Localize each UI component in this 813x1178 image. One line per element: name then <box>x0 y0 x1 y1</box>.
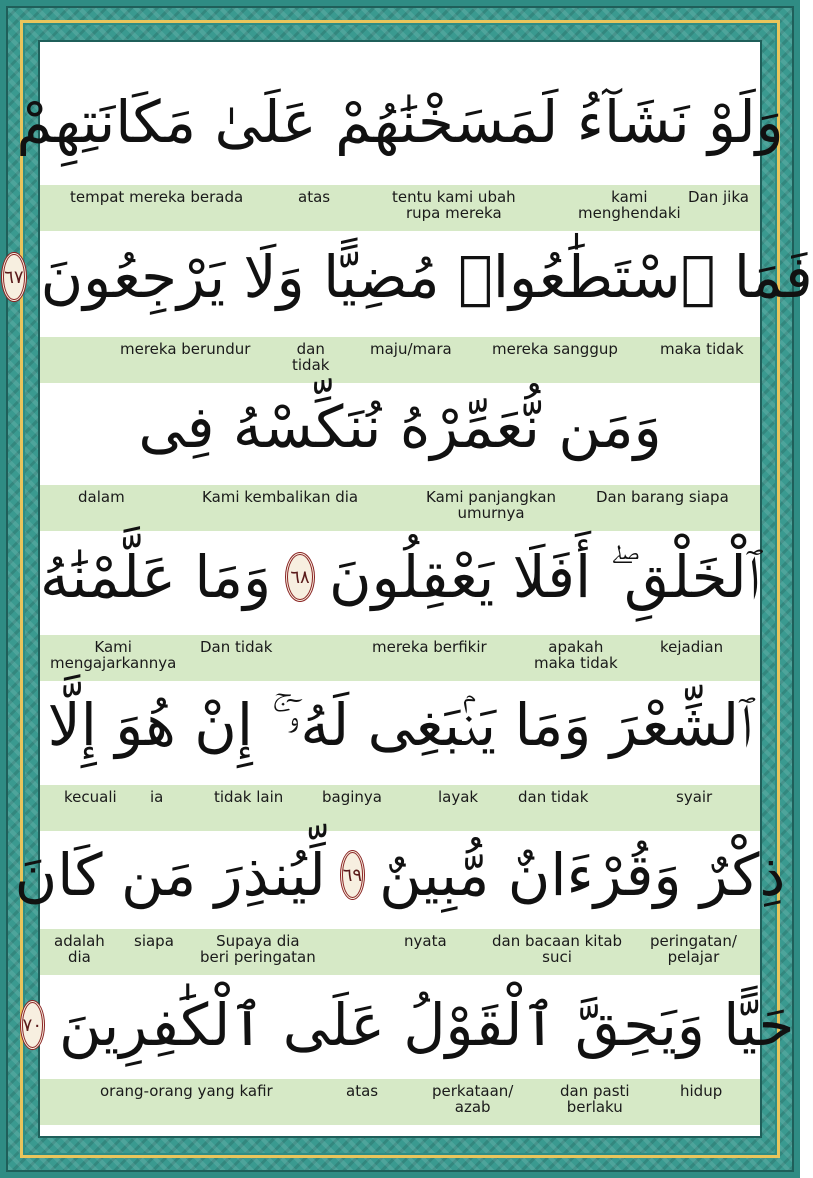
word-translation: Dan barang siapa <box>596 488 729 506</box>
ayah-number-marker: ٦٧ <box>1 252 26 302</box>
word-translation: Supaya dia beri peringatan <box>200 932 316 966</box>
word-translation: ia <box>150 788 164 806</box>
arabic-text: ٱلْخَلْقِ ۖ أَفَلَا يَعْقِلُونَ <box>328 542 760 611</box>
word-translation: kejadian <box>660 638 724 656</box>
arabic-text: لِّيُنذِرَ مَن كَانَ <box>14 841 326 909</box>
word-translation: Kami mengajarkannya <box>50 638 177 672</box>
word-translation: dan tidak <box>292 340 330 374</box>
word-translation: tempat mereka berada <box>70 188 244 206</box>
word-translation: atas <box>298 188 331 206</box>
arabic-text: حَيًّا وَيَحِقَّ ٱلْقَوْلُ عَلَى ٱلْكَٰفِرِينَ <box>59 991 795 1059</box>
arabic-line <box>40 507 760 647</box>
word-translation: orang-orang yang kafir <box>100 1082 273 1100</box>
arabic-text: ذِكْرٌ وَقُرْءَانٌ مُّبِينٌ <box>379 841 786 909</box>
word-translation: siapa <box>134 932 174 950</box>
word-translation: adalah dia <box>54 932 105 966</box>
word-translation: nyata <box>404 932 447 950</box>
word-translation: maka tidak <box>660 340 744 358</box>
word-translation: mereka sanggup <box>492 340 618 358</box>
word-translation: apakah maka tidak <box>534 638 618 672</box>
arabic-line <box>4 207 813 347</box>
arabic-text: فَمَا ٱسْتَطَٰعُوا۟ مُضِيًّا وَلَا يَرْجِعُونَ <box>40 243 813 311</box>
word-translation: peringatan/ pelajar <box>650 932 737 966</box>
word-translation: hidup <box>680 1082 723 1100</box>
word-translation: tentu kami ubah rupa mereka <box>392 188 516 222</box>
arabic-line <box>14 805 786 945</box>
word-translation: perkataan/ azab <box>432 1082 514 1116</box>
word-translation: Kami panjangkan umurnya <box>426 488 557 522</box>
word-translation: Dan tidak <box>200 638 273 656</box>
ayah-number-marker: ٧٠ <box>20 1000 45 1050</box>
word-translation: mereka berfikir <box>372 638 487 656</box>
ayah-number-marker: ٦٨ <box>285 552 315 602</box>
word-translation: kecuali <box>64 788 117 806</box>
word-translation: mereka berundur <box>120 340 251 358</box>
word-translation: dan pasti berlaku <box>560 1082 630 1116</box>
arabic-text: وَمَا عَلَّمْنَٰهُ <box>40 543 272 611</box>
translation-band <box>40 1079 760 1125</box>
word-translation: maju/mara <box>370 340 452 358</box>
arabic-line: ٱلشِّعْرَ وَمَا يَنۢبَغِى لَهُۥٓ ۚ إِنْ هُوَ إِلَّا <box>47 690 753 759</box>
word-translation: atas <box>346 1082 379 1100</box>
arabic-line: وَلَوْ نَشَآءُ لَمَسَخْنَٰهُمْ عَلَىٰ مَكَانَتِهِمْ <box>16 88 784 156</box>
mushaf-page <box>4 40 813 1138</box>
word-translation: layak <box>438 788 479 806</box>
word-translation: Dan jika <box>688 188 749 206</box>
word-translation: dan bacaan kitab suci <box>492 932 623 966</box>
word-translation: baginya <box>322 788 382 806</box>
ayah-number-marker: ٦٩ <box>340 850 365 900</box>
word-translation: kami menghendaki <box>578 188 681 222</box>
word-translation: dan tidak <box>518 788 589 806</box>
arabic-line <box>22 955 795 1095</box>
word-translation: tidak lain <box>214 788 284 806</box>
word-translation: dalam <box>78 488 125 506</box>
word-translation: syair <box>676 788 713 806</box>
word-translation: Kami kembalikan dia <box>202 488 359 506</box>
arabic-line: وَمَن نُّعَمِّرْهُ نُنَكِّسْهُ فِى <box>138 393 662 461</box>
